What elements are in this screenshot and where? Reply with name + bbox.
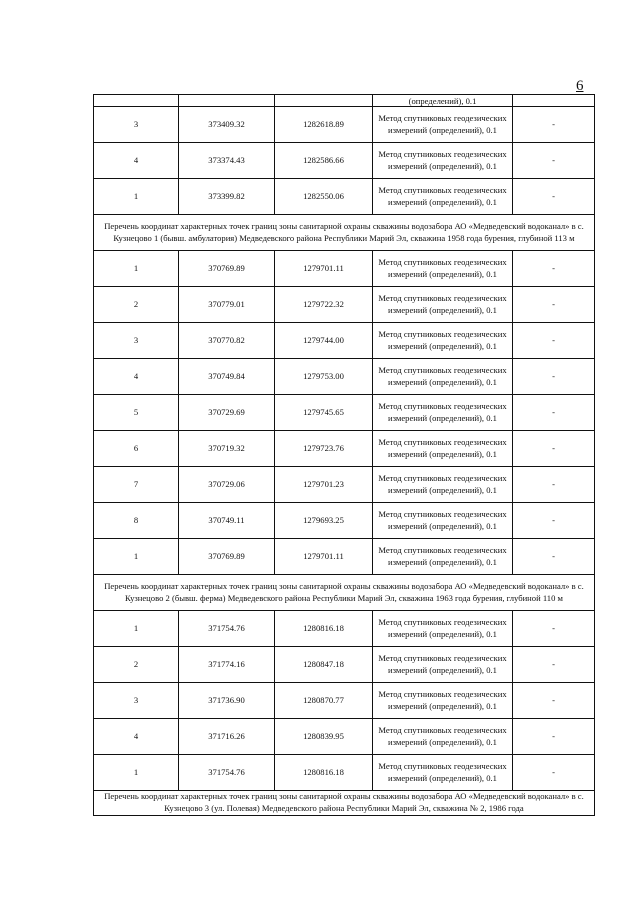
x-coordinate-cell: 370719.32	[179, 431, 275, 467]
table-row	[94, 395, 595, 431]
method-cell: Метод спутниковых геодезических измерений (определений), 0.1	[373, 683, 513, 719]
error-cell: -	[513, 719, 595, 755]
point-number-cell: 3	[94, 107, 179, 143]
table-row	[94, 359, 595, 395]
point-number-cell: 3	[94, 323, 179, 359]
table-row	[94, 647, 595, 683]
x-coordinate-cell: 370769.89	[179, 251, 275, 287]
x-coordinate-cell	[179, 95, 275, 107]
method-cell: Метод спутниковых геодезических измерений (определений), 0.1	[373, 107, 513, 143]
x-coordinate-cell: 371754.76	[179, 755, 275, 791]
point-number-cell: 8	[94, 503, 179, 539]
point-number-cell: 1	[94, 611, 179, 647]
table-row	[94, 323, 595, 359]
point-number-cell: 1	[94, 179, 179, 215]
method-cell: Метод спутниковых геодезических измерений (определений), 0.1	[373, 431, 513, 467]
y-coordinate-cell: 1279701.11	[275, 539, 373, 575]
point-number-cell: 6	[94, 431, 179, 467]
y-coordinate-cell: 1282618.89	[275, 107, 373, 143]
section-header-1: Перечень координат характерных точек границ зоны санитарной охраны скважины водозабора АО «Медведевский водоканал» в с. Кузнецово 1 (бывш. амбулатория) Медведевского района Республики Марий Эл, скважина 1958 года бурения, глубиной 113 м	[94, 215, 595, 251]
section-header-2: Перечень координат характерных точек границ зоны санитарной охраны скважины водозабора АО «Медведевский водоканал» в с. Кузнецово 2 (бывш. ферма) Медведевского района Республики Марий Эл, скважина 1963 года бурения, глубиной 110 м	[94, 575, 595, 611]
point-number-cell	[94, 95, 179, 107]
x-coordinate-cell: 371736.90	[179, 683, 275, 719]
section-2-rows	[94, 611, 595, 791]
y-coordinate-cell: 1279722.32	[275, 287, 373, 323]
error-cell: -	[513, 611, 595, 647]
y-coordinate-cell: 1280870.77	[275, 683, 373, 719]
method-cell: Метод спутниковых геодезических измерений (определений), 0.1	[373, 719, 513, 755]
method-cell: Метод спутниковых геодезических измерений (определений), 0.1	[373, 251, 513, 287]
error-cell: -	[513, 179, 595, 215]
x-coordinate-cell: 371754.76	[179, 611, 275, 647]
section-header-row	[94, 215, 595, 251]
table-row	[94, 107, 595, 143]
x-coordinate-cell: 373399.82	[179, 179, 275, 215]
error-cell: -	[513, 755, 595, 791]
y-coordinate-cell: 1279723.76	[275, 431, 373, 467]
error-cell: -	[513, 431, 595, 467]
point-number-cell: 4	[94, 719, 179, 755]
table-row	[94, 755, 595, 791]
x-coordinate-cell: 370729.69	[179, 395, 275, 431]
point-number-cell: 3	[94, 683, 179, 719]
table-row	[94, 539, 595, 575]
table-row	[94, 179, 595, 215]
table-row	[94, 719, 595, 755]
table-row	[94, 251, 595, 287]
y-coordinate-cell: 1279744.00	[275, 323, 373, 359]
point-number-cell: 7	[94, 467, 179, 503]
point-number-cell: 4	[94, 359, 179, 395]
x-coordinate-cell: 371774.16	[179, 647, 275, 683]
method-cell: Метод спутниковых геодезических измерений (определений), 0.1	[373, 503, 513, 539]
x-coordinate-cell: 373409.32	[179, 107, 275, 143]
y-coordinate-cell	[275, 95, 373, 107]
y-coordinate-cell: 1280847.18	[275, 647, 373, 683]
y-coordinate-cell: 1279753.00	[275, 359, 373, 395]
error-cell: -	[513, 395, 595, 431]
error-cell: -	[513, 647, 595, 683]
x-coordinate-cell: 370749.11	[179, 503, 275, 539]
section-1-rows	[94, 251, 595, 575]
error-cell: -	[513, 143, 595, 179]
method-cell: Метод спутниковых геодезических измерений (определений), 0.1	[373, 179, 513, 215]
method-cell: Метод спутниковых геодезических измерений (определений), 0.1	[373, 539, 513, 575]
section-header-3: Перечень координат характерных точек границ зоны санитарной охраны скважины водозабора АО «Медведевский водоканал» в с. Кузнецово 3 (ул. Полевая) Медведевского района Республики Марий Эл, скважина № 2, 1986 года	[94, 791, 595, 816]
error-cell: -	[513, 287, 595, 323]
y-coordinate-cell: 1279701.23	[275, 467, 373, 503]
table-row-partial	[94, 95, 595, 107]
x-coordinate-cell: 370729.06	[179, 467, 275, 503]
error-cell: -	[513, 323, 595, 359]
point-number-cell: 2	[94, 287, 179, 323]
error-cell: -	[513, 107, 595, 143]
section-0-rows	[94, 107, 595, 215]
error-cell	[513, 95, 595, 107]
method-cell: Метод спутниковых геодезических измерений (определений), 0.1	[373, 323, 513, 359]
method-cell: Метод спутниковых геодезических измерений (определений), 0.1	[373, 467, 513, 503]
x-coordinate-cell: 370770.82	[179, 323, 275, 359]
table-row	[94, 143, 595, 179]
table-row	[94, 287, 595, 323]
method-cell: Метод спутниковых геодезических измерений (определений), 0.1	[373, 287, 513, 323]
coordinates-table	[93, 94, 595, 816]
table-row	[94, 503, 595, 539]
x-coordinate-cell: 371716.26	[179, 719, 275, 755]
point-number-cell: 1	[94, 539, 179, 575]
point-number-cell: 1	[94, 755, 179, 791]
method-cell: Метод спутниковых геодезических измерений (определений), 0.1	[373, 611, 513, 647]
error-cell: -	[513, 503, 595, 539]
point-number-cell: 4	[94, 143, 179, 179]
y-coordinate-cell: 1280816.18	[275, 611, 373, 647]
page-number: 6	[576, 78, 584, 94]
method-cell: Метод спутниковых геодезических измерений (определений), 0.1	[373, 143, 513, 179]
table-row	[94, 611, 595, 647]
point-number-cell: 2	[94, 647, 179, 683]
error-cell: -	[513, 467, 595, 503]
table-row	[94, 467, 595, 503]
section-header-row	[94, 791, 595, 816]
point-number-cell: 5	[94, 395, 179, 431]
method-cell: (определений), 0.1	[373, 95, 513, 107]
method-cell: Метод спутниковых геодезических измерений (определений), 0.1	[373, 359, 513, 395]
table-row	[94, 683, 595, 719]
y-coordinate-cell: 1282550.06	[275, 179, 373, 215]
x-coordinate-cell: 373374.43	[179, 143, 275, 179]
error-cell: -	[513, 539, 595, 575]
x-coordinate-cell: 370769.89	[179, 539, 275, 575]
x-coordinate-cell: 370779.01	[179, 287, 275, 323]
error-cell: -	[513, 359, 595, 395]
point-number-cell: 1	[94, 251, 179, 287]
y-coordinate-cell: 1280816.18	[275, 755, 373, 791]
y-coordinate-cell: 1282586.66	[275, 143, 373, 179]
method-cell: Метод спутниковых геодезических измерений (определений), 0.1	[373, 647, 513, 683]
error-cell: -	[513, 251, 595, 287]
method-cell: Метод спутниковых геодезических измерений (определений), 0.1	[373, 395, 513, 431]
table-row	[94, 431, 595, 467]
error-cell: -	[513, 683, 595, 719]
x-coordinate-cell: 370749.84	[179, 359, 275, 395]
method-cell: Метод спутниковых геодезических измерений (определений), 0.1	[373, 755, 513, 791]
section-header-row	[94, 575, 595, 611]
y-coordinate-cell: 1280839.95	[275, 719, 373, 755]
y-coordinate-cell: 1279745.65	[275, 395, 373, 431]
y-coordinate-cell: 1279693.25	[275, 503, 373, 539]
y-coordinate-cell: 1279701.11	[275, 251, 373, 287]
